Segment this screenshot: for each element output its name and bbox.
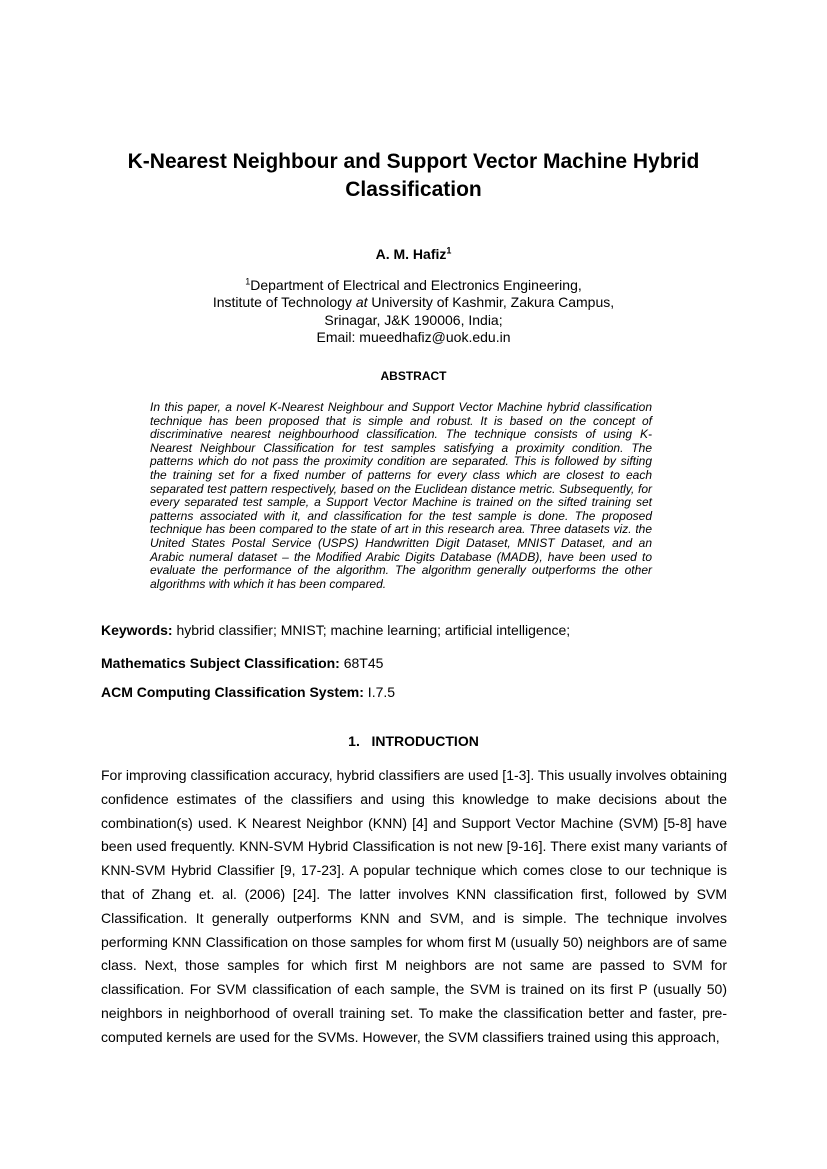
affiliation-department [0, 277, 827, 294]
affiliation-address: Srinagar, J&K 190006, India; [324, 311, 503, 328]
abstract-text: In this paper, a novel K-Nearest Neighbour and Support Vector Machine hybrid classification technique has been proposed that is simple and robust. It is based on the concept of discriminative nearest neighbourhood classification. The technique consists of using K-Nearest Neighbour Classification for test samples satisfying a proximity condition. The patterns which do not pass the proximity condition are separated. This is followed by sifting the training set for a fixed number of patterns for every class which are closest to each separated test pattern respectively, based on the Euclidean distance metric. Subsequently, for every separated test sample, a Support Vector Machine is trained on the sifted training set patterns associated with it, and classification for the test sample is done. The proposed technique has been compared to the state of art in this research area. Three datasets viz. the United States Postal Service (USPS) Handwritten Digit Dataset, MNIST Dataset, and an Arabic numeral dataset – the Modified Arabic Digits Database (MADB), have been used to evaluate the performance of the algorithm. The algorithm generally outperforms the other algorithms with which it has been compared. [150, 400, 652, 591]
affiliation-institute-post: University of Kashmir, Zakura Campus, [367, 294, 615, 311]
affiliation-email: Email: mueedhafiz@uok.edu.in [316, 328, 511, 345]
msc-label: Mathematics Subject Classification: [101, 655, 340, 671]
paper-title: K-Nearest Neighbour and Support Vector Machine Hybrid Classification [127, 150, 700, 201]
msc-value: 68T45 [339, 655, 384, 671]
introduction-text: For improving classification accuracy, hybrid classifiers are used [1-3]. This usually involves obtaining confidence estimates of the classifiers and using this knowledge to make decisions about the combination(s) used. K Nearest Neighbor (KNN) [4] and Support Vector Machine (SVM) [5-8] have been used frequently. KNN-SVM Hybrid Classification is not new [9-16]. There exist many variants of KNN-SVM Hybrid Classifier [9, 17-23]. A popular technique which comes close to our technique is that of Zhang et. al. (2006) [24]. The latter involves KNN classification first, followed by SVM Classification. It generally outperforms KNN and SVM, and is simple. The technique involves performing KNN Classification on those samples for whom first M (usually 50) neighbors are of same class. Next, those samples for which first M neighbors are not same are passed to SVM for classification. For SVM classification of each sample, the SVM is trained on its first P (usually 50) neighbors in neighborhood of overall training set. To make the classification better and faster, pre-computed kernels are used for the SVMs. However, the SVM classifiers trained using this approach, [101, 767, 727, 1045]
affiliation-department-text: Department of Electrical and Electronics Engineering, [250, 277, 582, 293]
keywords-value: hybrid classifier; MNIST; machine learning; artificial intelligence; [172, 622, 571, 638]
introduction-heading: 1. INTRODUCTION [348, 733, 479, 749]
abstract-heading: ABSTRACT [380, 369, 447, 383]
author-name-text: A. M. Hafiz [375, 246, 447, 262]
acm-label: ACM Computing Classification System: [101, 684, 364, 700]
keywords-line [101, 622, 741, 638]
keywords-label: Keywords: [101, 622, 173, 638]
affiliation-institute [0, 294, 827, 311]
author-affiliation-marker: 1 [446, 245, 452, 256]
author-name [0, 246, 827, 262]
acm-value: I.7.5 [363, 684, 396, 700]
acm-line [101, 684, 741, 700]
affiliation-marker: 1 [245, 276, 251, 287]
affiliation-institute-italic: at [355, 294, 368, 311]
affiliation-block [0, 277, 827, 346]
affiliation-institute-pre: Institute of Technology [212, 294, 356, 311]
msc-line [101, 655, 741, 671]
